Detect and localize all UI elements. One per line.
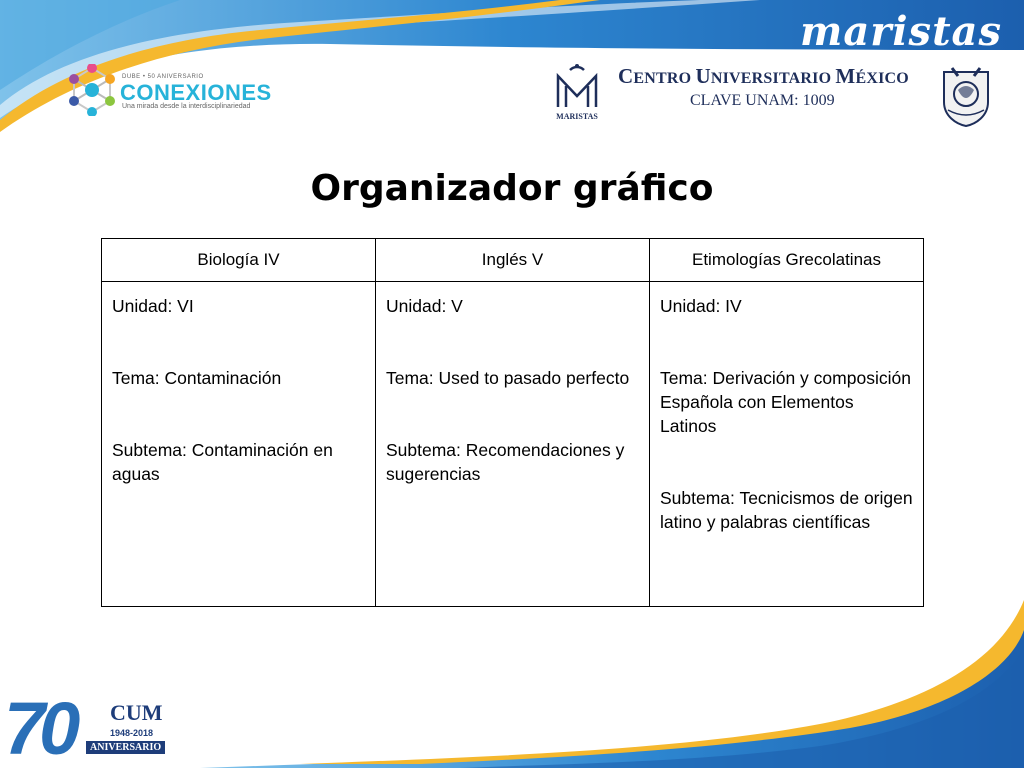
table-cell: [102, 282, 376, 607]
unidad-text: Unidad: V: [386, 296, 463, 316]
institution-clave: CLAVE UNAM: 1009: [690, 92, 835, 109]
page-title: Organizador gráfico: [310, 168, 714, 209]
graphic-organizer-table: [101, 238, 924, 607]
unidad-text: Unidad: IV: [660, 296, 742, 316]
anniversary-number: 70: [4, 687, 75, 770]
conexiones-tagline: Una mirada desde la interdisciplinariedad: [122, 103, 251, 110]
table-header-row: [102, 239, 924, 282]
table-cell: [650, 282, 924, 607]
cum-mark: CUM: [110, 700, 163, 725]
subtema-text: Subtema: Contaminación en aguas: [112, 440, 333, 484]
maristas-logo: [548, 62, 606, 128]
maristas-brand-wordmark: maristas: [800, 8, 1002, 55]
unam-cum-crest-icon: [938, 62, 994, 128]
column-header: Biología IV: [102, 239, 376, 282]
table-row: [102, 282, 924, 607]
conexiones-network-icon: [66, 64, 118, 116]
maristas-monogram-icon: [548, 62, 606, 112]
conexiones-top-text: DUBE • 50 ANIVERSARIO: [122, 74, 204, 80]
conexiones-wordmark: CONEXIONES: [120, 80, 272, 105]
column-header: Etimologías Grecolatinas: [650, 239, 924, 282]
tema-text: Tema: Used to pasado perfecto: [386, 368, 630, 388]
anniversary-label: ANIVERSARIO: [86, 741, 165, 754]
table-cell: [376, 282, 650, 607]
tema-text: Tema: Contaminación: [112, 368, 282, 388]
unidad-text: Unidad: VI: [112, 296, 194, 316]
institution-name: CENTRO UNIVERSITARIO MÉXICO: [618, 64, 909, 88]
tema-text: Tema: Derivación y composición Española con Elementos Latinos: [660, 368, 911, 436]
maristas-logo-text: MARISTAS: [556, 112, 598, 121]
subtema-text: Subtema: Tecnicismos de origen latino y palabras científicas: [660, 488, 913, 532]
column-header: Inglés V: [376, 239, 650, 282]
subtema-text: Subtema: Recomendaciones y sugerencias: [386, 440, 625, 484]
anniversary-years: 1948-2018: [110, 728, 154, 738]
conexiones-logo: [66, 64, 276, 120]
seventy-anniversary-logo: [0, 687, 170, 770]
